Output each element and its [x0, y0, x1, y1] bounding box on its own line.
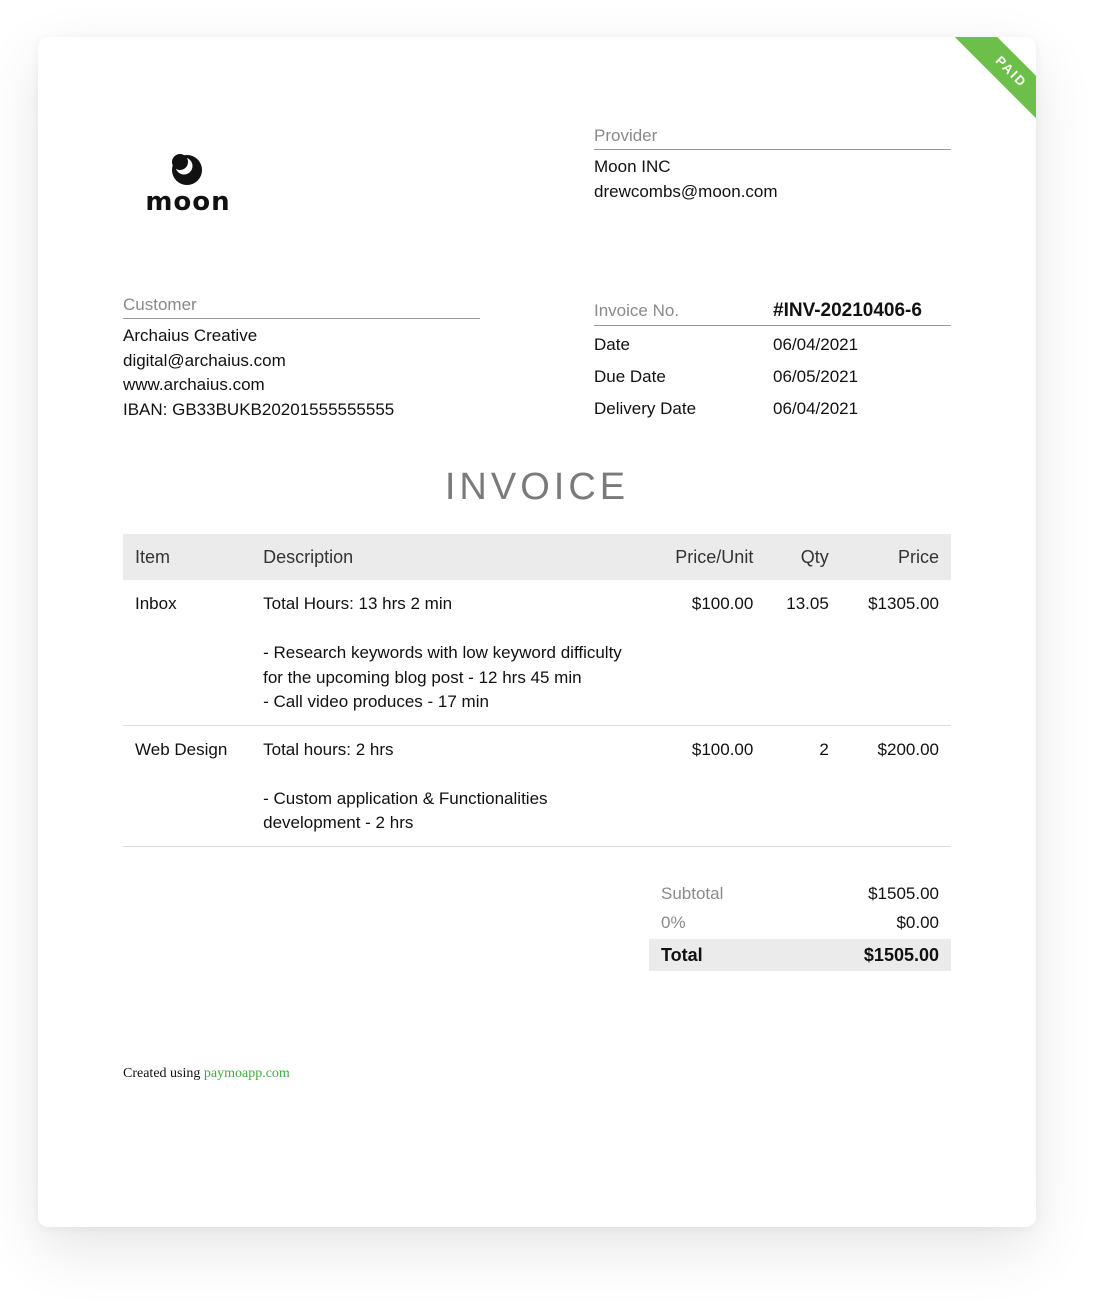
row-price-unit: $100.00 [643, 725, 766, 846]
tax-label: 0% [661, 912, 686, 932]
row-price: $1305.00 [841, 580, 951, 725]
footer-credit [123, 1066, 290, 1082]
due-date-label: Due Date [594, 367, 666, 386]
row-description [251, 725, 642, 846]
header-price: Price [841, 534, 951, 580]
date-label: Date [594, 335, 630, 354]
customer-heading: Customer [123, 295, 480, 319]
delivery-date-row [594, 393, 951, 425]
provider-email: drewcombs@moon.com [594, 181, 778, 201]
row-detail: - Research keywords with low keyword difficulty for the upcoming blog post - 12 hrs 45 min [263, 643, 622, 687]
table-header-row [123, 534, 951, 580]
row-price: $200.00 [841, 725, 951, 846]
row-summary: Total hours: 2 hrs [263, 739, 394, 759]
customer-block [123, 295, 480, 422]
row-qty: 13.05 [765, 580, 840, 725]
subtotal-value: $1505.00 [868, 883, 939, 903]
brand-name: moon [145, 187, 231, 217]
subtotal-row [649, 879, 951, 908]
line-items-table [123, 534, 951, 847]
customer-name: Archaius Creative [123, 326, 258, 345]
delivery-date-value: 06/04/2021 [773, 399, 859, 418]
subtotal-label: Subtotal [661, 883, 724, 903]
total-row [649, 939, 951, 971]
row-detail: - Custom application & Functionalities development - 2 hrs [263, 788, 548, 832]
totals-block [649, 879, 951, 971]
delivery-date-label: Delivery Date [594, 399, 697, 418]
due-date-row [594, 361, 951, 393]
provider-block [594, 126, 951, 204]
invoice-number-row [594, 297, 951, 326]
row-item: Inbox [123, 580, 251, 725]
date-row [594, 329, 951, 361]
total-label: Total [661, 944, 703, 965]
paid-ribbon-label: PAID [992, 52, 1031, 91]
invoice-card [38, 37, 1036, 1227]
paymo-link[interactable]: paymoapp.com [203, 1066, 290, 1081]
invoice-meta [594, 297, 951, 425]
tax-value: $0.00 [896, 912, 939, 932]
row-detail: - Call video produces - 17 min [263, 692, 489, 711]
header-description: Description [251, 534, 642, 580]
row-item: Web Design [123, 725, 251, 846]
brand-logo [140, 151, 236, 223]
invoice-number-label: Invoice No. [594, 301, 680, 320]
header-qty: Qty [765, 534, 840, 580]
table-row [123, 580, 951, 725]
invoice-number: #INV-20210406-6 [773, 300, 922, 321]
page-title: INVOICE [444, 466, 630, 508]
row-price-unit: $100.00 [643, 580, 766, 725]
footer-prefix: Created using [123, 1066, 201, 1081]
row-qty: 2 [765, 725, 840, 846]
date-value: 06/04/2021 [773, 335, 859, 354]
moon-icon [170, 153, 204, 187]
header-item: Item [123, 534, 251, 580]
customer-website: www.archaius.com [123, 375, 265, 394]
row-description [251, 580, 642, 725]
row-summary: Total Hours: 13 hrs 2 min [263, 594, 453, 613]
due-date-value: 06/05/2021 [773, 367, 859, 386]
customer-iban: IBAN: GB33BUKB20201555555555 [123, 399, 395, 419]
provider-name: Moon INC [594, 157, 671, 176]
header-price-unit: Price/Unit [643, 534, 766, 580]
total-value: $1505.00 [863, 944, 939, 965]
provider-heading: Provider [594, 126, 951, 150]
table-row [123, 725, 951, 846]
tax-row [649, 908, 951, 937]
customer-email: digital@archaius.com [123, 350, 286, 370]
